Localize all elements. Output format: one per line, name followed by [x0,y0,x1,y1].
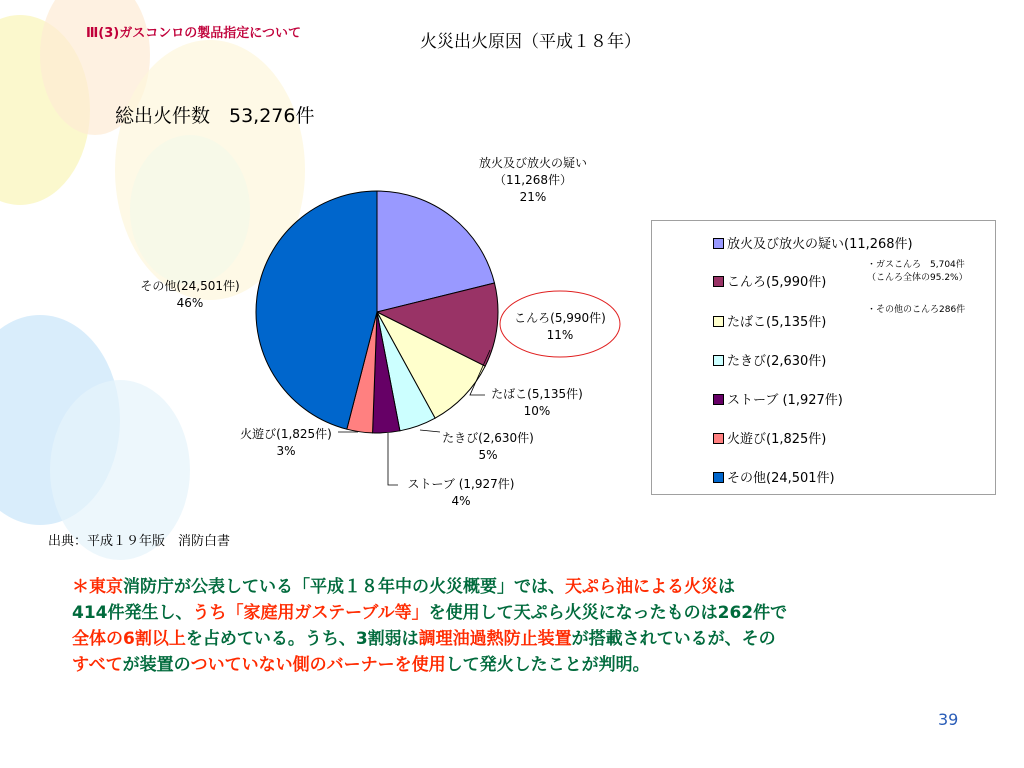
slice-label-cigarette: たばこ(5,135件) 10% [491,387,583,418]
legend-swatch [713,276,724,287]
section-title: Ⅲ(3)ガスコンロの製品指定について [86,26,301,41]
para-segment: ＊ [72,577,89,597]
legend-item: ストーブ (1,927件) [713,389,843,408]
slice-label-bonfire: たきび(2,630件) 5% [442,431,534,462]
para-segment: 全体の6割以上 [72,629,186,649]
para-segment: 414件発生し、 [72,603,193,623]
chart-legend [651,220,996,495]
legend-item: こんろ(5,990件) [713,271,826,290]
para-segment: 消防庁が公表している「平成１８年中の火災概要」では、 [123,577,565,597]
legend-note-gas-stove-share: （こんろ全体の95.2%） [867,273,968,283]
para-segment: を占めている。うち、3割弱は [185,629,419,649]
legend-item: 放火及び放火の疑い(11,268件) [713,233,913,252]
total-fires-label: 総出火件数 53,276件 [115,105,315,127]
para-segment: が装置の [122,655,191,675]
legend-swatch [713,433,724,444]
para-segment: すべて [72,655,123,675]
slice-label-heater: ストーブ (1,927件) 4% [407,477,515,508]
legend-swatch [713,472,724,483]
legend-swatch [713,238,724,249]
para-segment: が搭載されているが、その [571,629,776,649]
chart-title: 火災出火原因（平成１８年） [420,32,641,52]
legend-swatch [713,394,724,405]
summary-paragraph [72,574,962,678]
legend-note-other-stove: ・その他のこんろ286件 [867,305,966,315]
legend-note-gas-stove: ・ガスこんろ 5,704件 [867,260,965,270]
slice-label-other: その他(24,501件) 46% [140,279,240,310]
legend-swatch [713,355,724,366]
para-segment: を使用して天ぷら火災になったものは262件で [428,603,788,623]
para-segment: 天ぷら油による火災 [565,577,718,597]
page-number: 39 [938,710,959,729]
legend-item: たばこ(5,135件) [713,311,826,330]
para-segment: 調理油過熱防止装置 [418,629,572,649]
para-segment: うち「家庭用ガステーブル等」 [192,603,429,623]
para-segment: 東京 [89,577,123,597]
para-segment: ついていない側のバーナーを使用 [190,655,446,675]
legend-item: その他(24,501件) [713,467,835,486]
para-segment: して発火したことが判明。 [445,655,650,675]
slice-label-stove-top: こんろ(5,990件) 11% [514,311,606,342]
source-citation: 出典：平成１９年版 消防白書 [48,534,231,549]
slice-label-playing-with-fire: 火遊び(1,825件) 3% [240,427,332,458]
legend-swatch [713,316,724,327]
legend-item: たきび(2,630件) [713,350,826,369]
legend-item: 火遊び(1,825件) [713,428,826,447]
slice-label-arson: 放火及び放火の疑い （11,268件） 21% [478,156,587,204]
para-segment: は [718,577,735,597]
